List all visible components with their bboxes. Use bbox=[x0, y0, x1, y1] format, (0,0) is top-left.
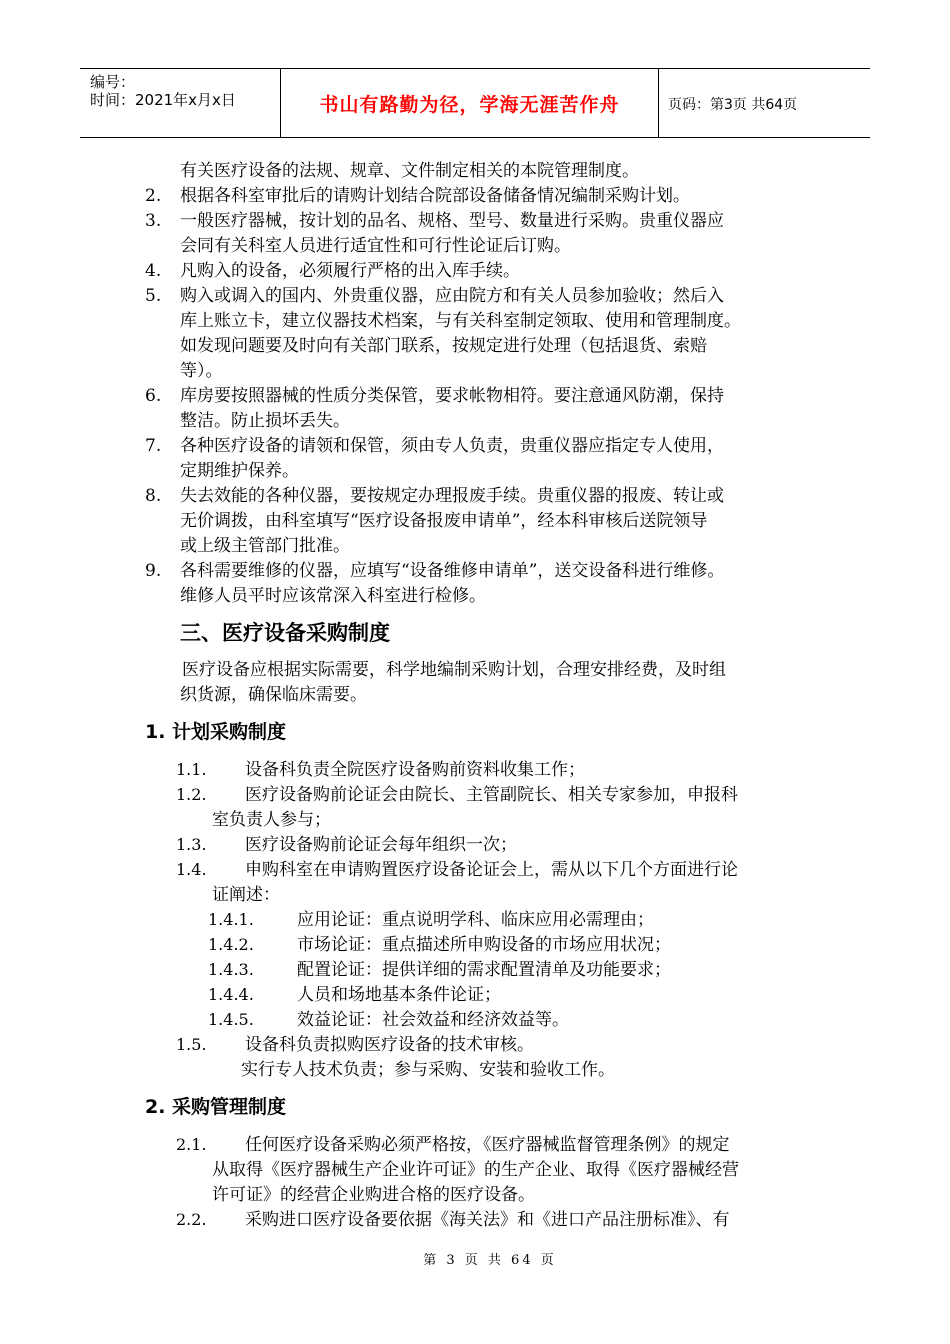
list-item-number: 8. bbox=[145, 486, 162, 506]
list-item-text: 设备科负责拟购医疗设备的技术审核。 bbox=[245, 1035, 534, 1055]
list-item-text: 失去效能的各种仪器，要按规定办理报废手续。贵重仪器的报废、转让或 bbox=[180, 486, 724, 506]
list-item-number: 5. bbox=[145, 286, 162, 306]
list-item-number: 6. bbox=[145, 386, 162, 406]
list-item-number: 4. bbox=[145, 261, 162, 281]
document-date-label: 时间：2021年x月x日 bbox=[90, 91, 236, 109]
list-item-text: 许可证》的经营企业购进合格的医疗设备。 bbox=[212, 1185, 535, 1205]
subsection-heading: 1. 计划采购制度 bbox=[145, 721, 287, 743]
list-item-text: 购入或调入的国内、外贵重仪器，应由院方和有关人员参加验收；然后入 bbox=[180, 286, 724, 306]
header-meta-cell bbox=[80, 69, 281, 137]
sublist-item-number: 1.4.2. bbox=[208, 935, 254, 954]
subsection-heading: 2. 采购管理制度 bbox=[145, 1096, 287, 1118]
page-header bbox=[80, 68, 870, 138]
list-item-text: 从取得《医疗器械生产企业许可证》的生产企业、取得《医疗器械经营 bbox=[212, 1160, 739, 1180]
list-item-number: 1.1. bbox=[176, 760, 207, 779]
list-item-text: 会同有关科室人员进行适宜性和可行性论证后订购。 bbox=[180, 236, 571, 256]
list-item-text: 库房要按照器械的性质分类保管，要求帐物相符。要注意通风防潮，保持 bbox=[180, 386, 724, 406]
list-item-number: 2. bbox=[145, 186, 162, 206]
sublist-item-number: 1.4.4. bbox=[208, 985, 254, 1004]
list-item-number: 1.3. bbox=[176, 835, 207, 854]
list-item-text: 库上账立卡，建立仪器技术档案，与有关科室制定领取、使用和管理制度。 bbox=[180, 311, 741, 331]
list-item-text: 或上级主管部门批准。 bbox=[180, 536, 350, 556]
sublist-item-number: 1.4.5. bbox=[208, 1010, 254, 1029]
sublist-item-number: 1.4.1. bbox=[208, 910, 254, 929]
section-heading: 三、医疗设备采购制度 bbox=[180, 621, 390, 645]
list-item-text: 实行专人技术负责；参与采购、安装和验收工作。 bbox=[241, 1060, 615, 1080]
list-item-text: 申购科室在申请购置医疗设备论证会上，需从以下几个方面进行论 bbox=[245, 860, 738, 880]
list-item-text: 医疗设备购前论证会由院长、主管副院长、相关专家参加，申报科 bbox=[245, 785, 738, 805]
list-item-text: 如发现问题要及时向有关部门联系，按规定进行处理（包括退货、索赔 bbox=[180, 336, 707, 356]
list-item-text: 任何医疗设备采购必须严格按，《医疗器械监督管理条例》的规定 bbox=[245, 1135, 730, 1155]
header-motto: 书山有路勤为径，学海无涯苦作舟 bbox=[319, 94, 620, 116]
list-item-text: 定期维护保养。 bbox=[180, 461, 299, 481]
list-item-number: 1.2. bbox=[176, 785, 207, 804]
section-paragraph: 织货源，确保临床需要。 bbox=[180, 685, 367, 705]
list-item-number: 1.4. bbox=[176, 860, 207, 879]
list-item-text: 等）。 bbox=[180, 361, 223, 381]
list-item-number: 1.5. bbox=[176, 1035, 207, 1054]
list-item-text: 医疗设备购前论证会每年组织一次； bbox=[245, 835, 517, 855]
list-item-number: 7. bbox=[145, 436, 162, 456]
list-item-text: 各种医疗设备的请领和保管，须由专人负责，贵重仪器应指定专人使用， bbox=[180, 436, 724, 456]
list-item-number: 2.2. bbox=[176, 1210, 207, 1229]
sublist-item-text: 人员和场地基本条件论证； bbox=[297, 985, 501, 1005]
header-motto-cell bbox=[281, 69, 659, 137]
list-item-text: 室负责人参与； bbox=[212, 810, 331, 830]
list-item-text: 整洁。防止损坏丢失。 bbox=[180, 411, 350, 431]
page-footer: 第 3 页 共 64 页 bbox=[423, 1253, 557, 1268]
list-item-number: 9. bbox=[145, 561, 162, 581]
sublist-item-number: 1.4.3. bbox=[208, 960, 254, 979]
sublist-item-text: 市场论证：重点描述所申购设备的市场应用状况； bbox=[297, 935, 671, 955]
list-item-number: 3. bbox=[145, 211, 162, 231]
list-item-text: 各科需要维修的仪器，应填写“设备维修申请单”，送交设备科进行维修。 bbox=[180, 561, 725, 581]
sublist-item-text: 应用论证：重点说明学科、临床应用必需理由； bbox=[297, 910, 654, 930]
document-number-label: 编号： bbox=[90, 73, 136, 91]
list-item-text: 凡购入的设备，必须履行严格的出入库手续。 bbox=[180, 261, 520, 281]
list-item-text: 采购进口医疗设备要依据《海关法》和《进口产品注册标准》、有 bbox=[245, 1210, 730, 1230]
list-item-text: 设备科负责全院医疗设备购前资料收集工作； bbox=[245, 760, 585, 780]
sublist-item-text: 配置论证：提供详细的需求配置清单及功能要求； bbox=[297, 960, 671, 980]
list-item-text: 一般医疗器械，按计划的品名、规格、型号、数量进行采购。贵重仪器应 bbox=[180, 211, 724, 231]
list-item-text: 证阐述： bbox=[212, 885, 280, 905]
list-item-text: 维修人员平时应该常深入科室进行检修。 bbox=[180, 586, 486, 606]
list-item-number: 2.1. bbox=[176, 1135, 207, 1154]
list-item-text: 根据各科室审批后的请购计划结合院部设备储备情况编制采购计划。 bbox=[180, 186, 690, 206]
sublist-item-text: 效益论证：社会效益和经济效益等。 bbox=[297, 1010, 569, 1030]
section-paragraph: 医疗设备应根据实际需要，科学地编制采购计划，合理安排经费，及时组 bbox=[182, 660, 726, 680]
intro-line: 有关医疗设备的法规、规章、文件制定相关的本院管理制度。 bbox=[180, 161, 639, 181]
list-item-text: 无价调拨，由科室填写“医疗设备报废申请单”，经本科审核后送院领导 bbox=[180, 511, 708, 531]
header-page-code: 页码：第3页 共64页 bbox=[668, 97, 798, 113]
header-page-cell bbox=[659, 69, 870, 137]
